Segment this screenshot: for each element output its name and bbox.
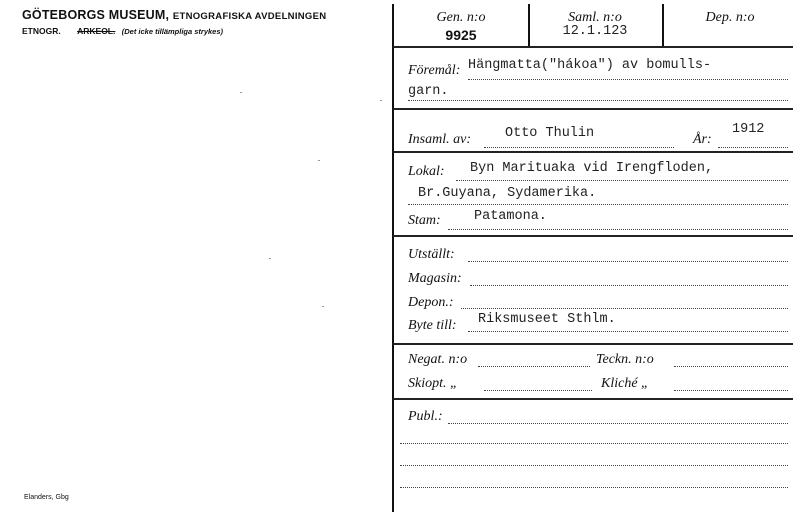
skiopt-dotted-line — [484, 390, 592, 391]
foremal-label: Föremål: — [408, 63, 461, 78]
gen-label: Gen. n:o — [436, 10, 486, 25]
skiopt-label: Skiopt. „ — [408, 376, 458, 391]
byte-value: Riksmuseet Sthlm. — [478, 312, 616, 327]
foremal-dotted-line — [468, 79, 788, 80]
foremal-dotted-line-2 — [408, 100, 788, 101]
divider-stam — [393, 235, 793, 237]
foremal-value-line1: Hängmatta("hákoa") av bomulls- — [468, 58, 712, 73]
publ-dotted-line — [448, 423, 788, 424]
lokal-value-line2: Br.Guyana, Sydamerika. — [418, 186, 597, 201]
department-name: ETNOGRAFISKA AVDELNINGEN — [172, 11, 327, 22]
museum-name: GÖTEBORGS MUSEUM, — [22, 8, 170, 22]
insaml-value: Otto Thulin — [505, 126, 595, 141]
publ-dotted-line-2 — [400, 443, 788, 444]
stam-value: Patamona. — [474, 209, 547, 224]
divider-foremal — [393, 108, 793, 110]
column-divider-1 — [528, 4, 530, 46]
utstallt-label: Utställt: — [408, 247, 455, 262]
etnogr-label: ETNOGR. — [22, 26, 61, 36]
gen-number: 9925 — [445, 27, 477, 43]
byte-dotted-line — [468, 331, 788, 332]
dep-label: Dep. n:o — [705, 10, 755, 25]
form-left-border — [392, 4, 394, 512]
divider-byte — [393, 343, 793, 345]
negat-dotted-line — [478, 366, 590, 367]
speck — [318, 160, 320, 161]
speck — [380, 100, 382, 101]
insaml-label: Insaml. av: — [408, 132, 471, 147]
museum-header — [22, 8, 326, 22]
byte-label: Byte till: — [408, 318, 457, 333]
speck — [269, 258, 271, 259]
divider-insaml — [393, 151, 793, 153]
saml-number: 12.1.123 — [562, 24, 628, 39]
lokal-value-line1: Byn Marituaka vid Irengfloden, — [470, 161, 714, 176]
magasin-dotted-line — [470, 285, 788, 286]
magasin-label: Magasin: — [408, 271, 462, 286]
ar-label: År: — [693, 132, 712, 147]
category-line — [22, 26, 223, 36]
stam-label: Stam: — [408, 213, 441, 228]
publ-dotted-line-3 — [400, 465, 788, 466]
ar-value: 1912 — [732, 122, 765, 137]
kliche-label: Kliché „ — [601, 376, 649, 391]
speck — [322, 306, 324, 307]
teckn-dotted-line — [674, 366, 788, 367]
speck — [240, 92, 242, 93]
divider-top — [393, 46, 793, 48]
stam-dotted-line — [448, 229, 788, 230]
insaml-dotted-line — [484, 147, 674, 148]
publ-dotted-line-4 — [400, 487, 788, 488]
lokal-dotted-line — [456, 180, 788, 181]
ar-dotted-line — [718, 147, 788, 148]
utstallt-dotted-line — [468, 261, 788, 262]
kliche-dotted-line — [674, 390, 788, 391]
depon-dotted-line — [461, 308, 788, 309]
teckn-label: Teckn. n:o — [596, 352, 654, 367]
saml-label: Saml. n:o — [568, 10, 622, 25]
depon-label: Depon.: — [408, 295, 454, 310]
strike-note: (Det icke tillämpliga strykes) — [121, 27, 224, 36]
lokal-label: Lokal: — [408, 164, 445, 179]
divider-kliche — [393, 398, 793, 400]
publ-label: Publ.: — [408, 409, 443, 424]
negat-label: Negat. n:o — [408, 352, 468, 367]
column-divider-2 — [662, 4, 664, 46]
arkeol-label: ARKEOL. — [77, 26, 116, 36]
foremal-value-line2: garn. — [408, 84, 449, 99]
lokal-dotted-line-2 — [408, 204, 788, 205]
printer-mark: Elanders, Gbg — [24, 494, 69, 501]
